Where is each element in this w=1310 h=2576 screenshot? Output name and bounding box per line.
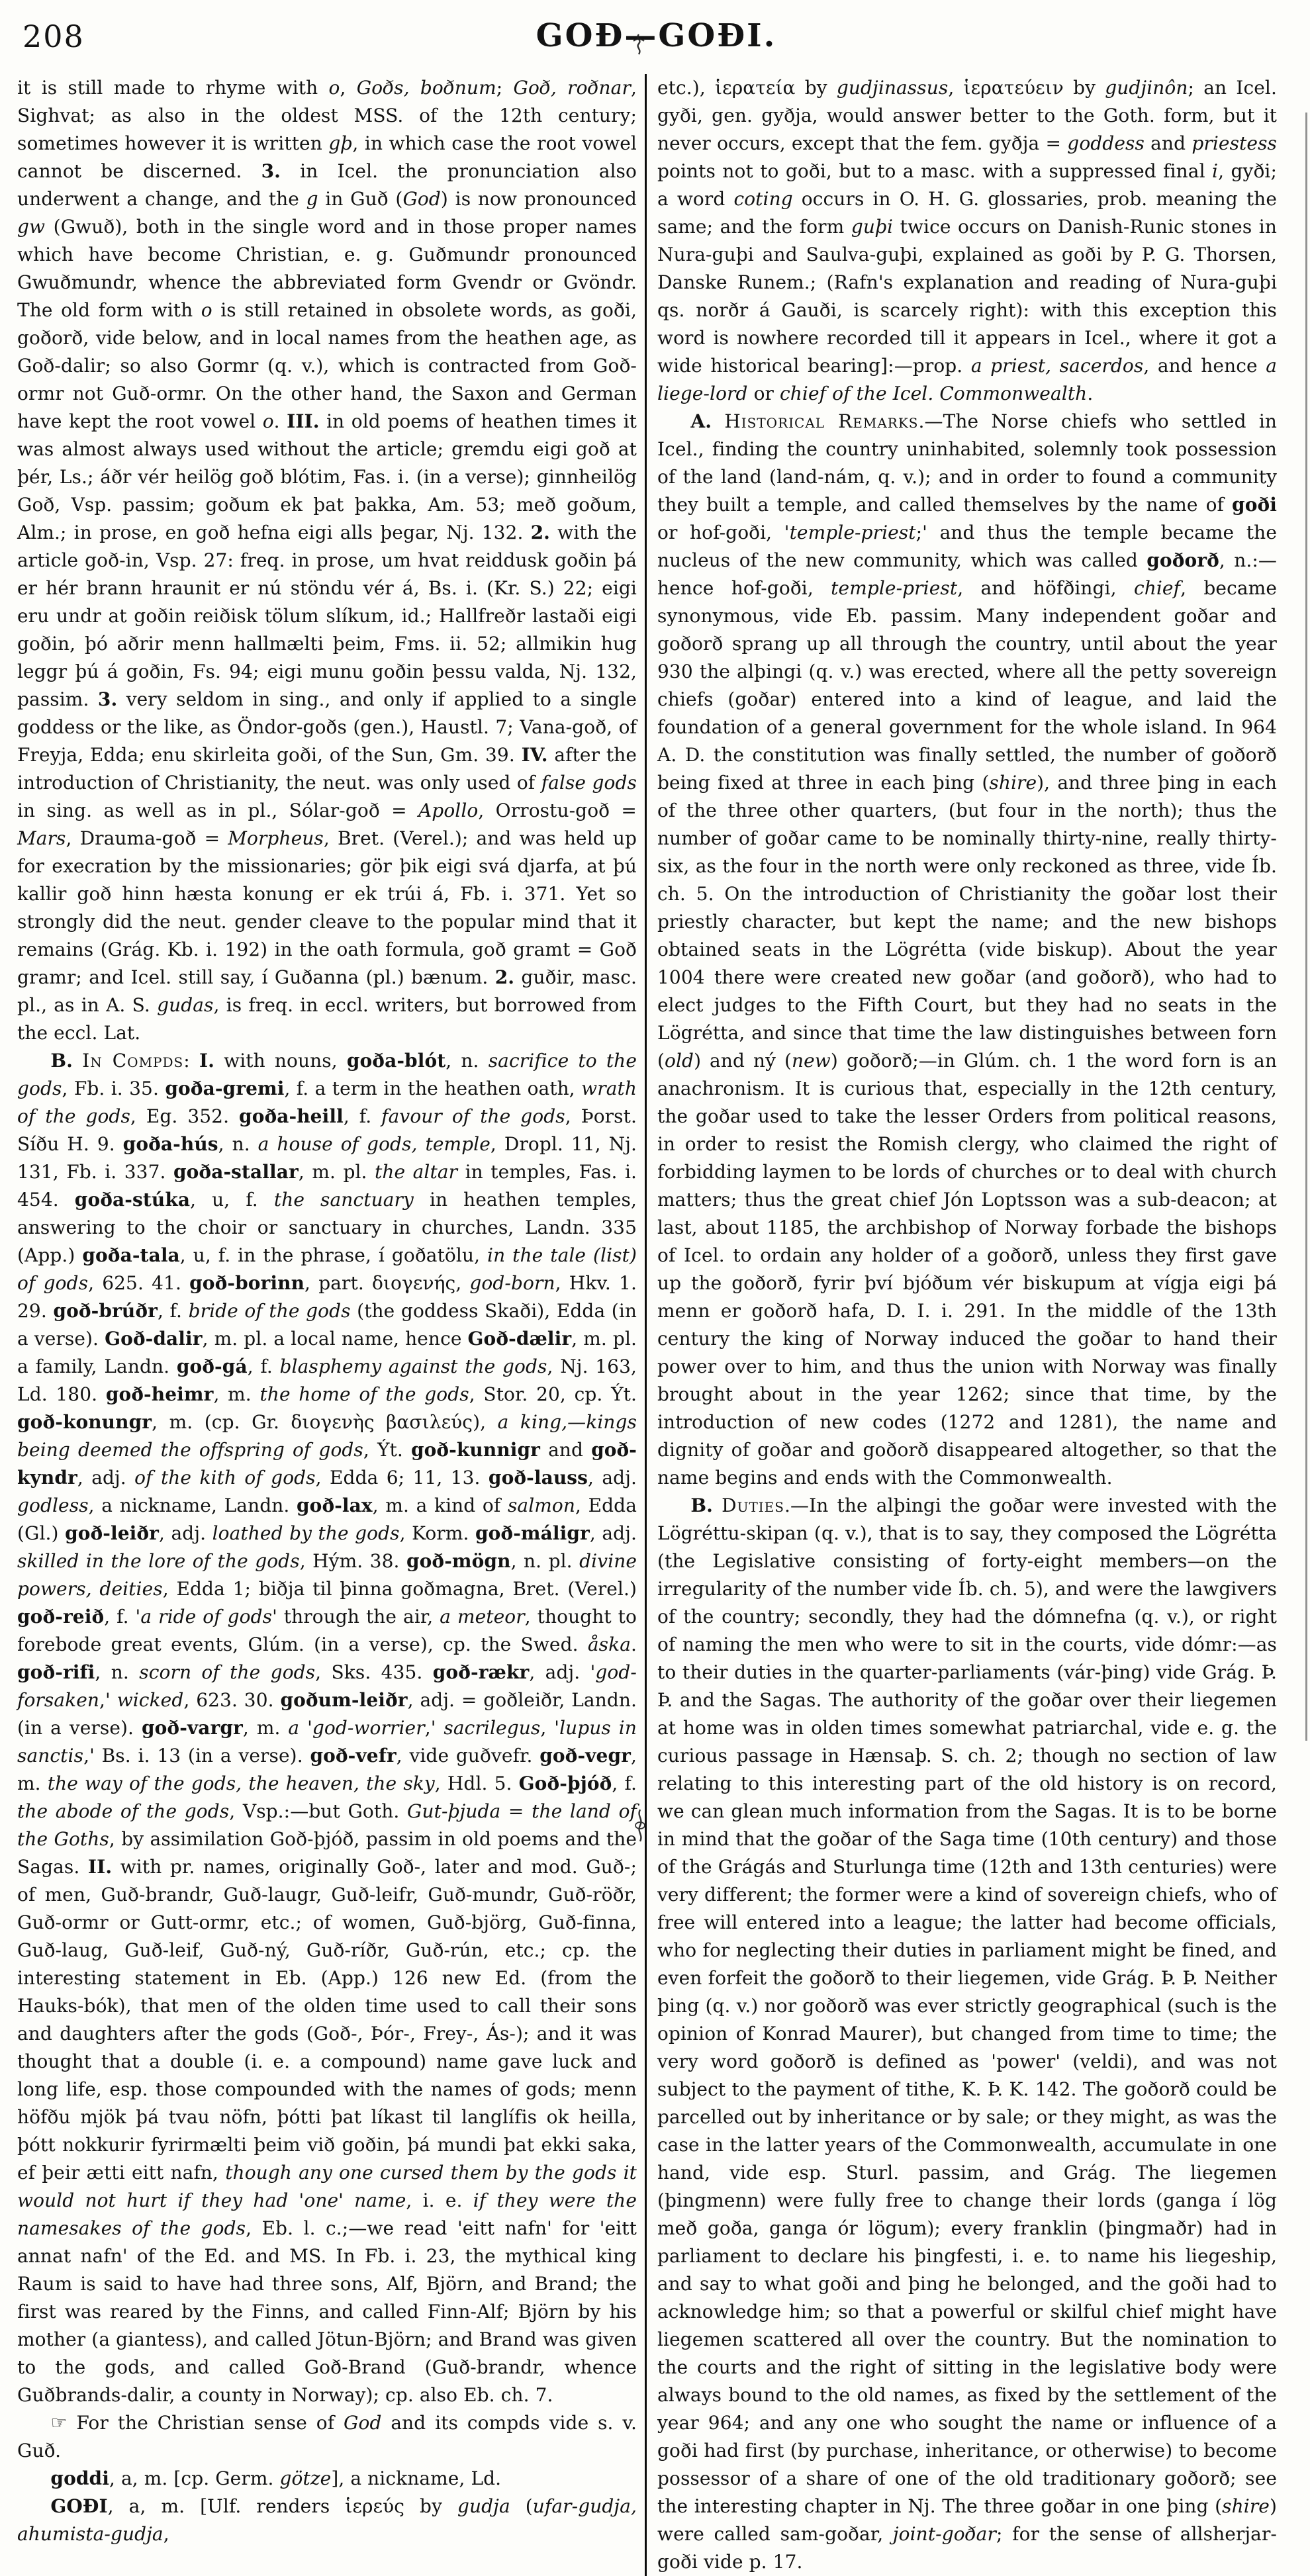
paragraph: ☞ For the Christian sense of God and its compds vide s. v. Guð. — [17, 2412, 637, 2461]
paragraph: goddi, a, m. [cp. Germ. götze], a nickname, Ld. — [50, 2467, 502, 2489]
handwritten-mark-bottom-icon — [630, 1808, 650, 1845]
paragraph: B. Duties.—In the alþingi the goðar were invested with the Lögréttu-skipan (q. v.), that is to say, they composed the Lögrétta (the Legislative consisting of forty-eight members—on the irregularity of the number vide Íb. ch. 5), and were the lawgivers of the country; secondly, they had the dómnefna (q. v.), or right of naming the men who were to sit in the courts, vide dómr:—as to their duties in the quarter-parliaments (vár-þing) vide Grág. Þ. Þ. and the Sagas. The authority of the goðar over their liegemen at home was in olden times somewhat patriarchal, vide e. g. the curious passage in Hænsaþ. S. ch. 2; though no section of law relating to this interesting part of the old history is on record, we can glean much information from the Sagas. It is to be borne in mind that the goðar of the Saga time (10th century) and those of the Grágás and Sturlunga time (12th and 13th centuries) were very different; the former were a kind of sovereign chiefs, who of free will entered into a league; the latter had become officials, who for neglecting their duties in parliament might be fined, and even forfeit the goðorð to their liegemen, vide Grág. Þ. Þ. Neither þing (q. v.) nor goðorð was ever strictly geographical (such is the opinion of Konrad Maurer), but changed from time to time; the very word goðorð is defined as 'power' (veldi), and was not subject to the payment of tithe, K. Þ. K. 142. The goðorð could be parcelled out by inheritance or by sale; or they might, as was the case in the latter years of the Commonwealth, accumulate in one hand, vide esp. Sturl. passim, and Grág. The liegemen (þingmenn) were fully free to change their lords (ganga í lög með goða, ganga ór lögum); every franklin (þingmaðr) had in parliament to declare his þingfesti, i. e. to name his liegeship, and say to what goði and þing he belonged, and the goði had to acknowledge him; so that a powerful or skilful chief might have liegemen scattered all over the country. But the nomination to the courts and the right of sitting in the legislative body were always bound to the old names, as fixed by the settlement of the year 964; and any one who sought the name or influence of a goði had first (by purchase, inheritance, or otherwise) to become possessor of a share of one of the old traditionary goðorð; see the interesting chapter in Nj. The three goðar in one þing (shire) were called sam-goðar, joint-goðar; for the sense of allsherjar-goði vide p. 17. — [657, 1495, 1277, 2573]
page-header — [17, 17, 1295, 68]
paragraph: GOÐI, a, m. [Ulf. renders ἱερεύς by gudja (ufar-gudja, ahumista-gudja, — [17, 2495, 637, 2545]
paragraph: B. In Compds: I. with nouns, goða-blót, n. sacrifice to the gods, Fb. i. 35. goða-gremi, f. a term in the heathen oath, wrath of the gods, Eg. 352. goða-heill, f. favour of the gods, Þorst. Síðu H. 9. goða-hús, n. a house of gods, temple, Dropl. 11, Nj. 131, Fb. i. 337. goða-stallar, m. pl. the altar in temples, Fas. i. 454. goða-stúka, u, f. the sanctuary in heathen temples, answering to the choir or sanctuary in churches, Landn. 335 (App.) goða-tala, u, f. in the phrase, í goðatölu, in the tale (list) of gods, 625. 41. goð-borinn, part. διογενής, god-born, Hkv. 1. 29. goð-brúðr, f. bride of the gods (the goddess Skaði), Edda (in a verse). Goð-dalir, m. pl. a local name, hence Goð-dælir, m. pl. a family, Landn. goð-gá, f. blasphemy against the gods, Nj. 163, Ld. 180. goð-heimr, m. the home of the gods, Stor. 20, cp. Ýt. goð-konungr, m. (cp. Gr. διογενὴς βασιλεύς), a king,—kings being deemed the offspring of gods, Ýt. goð-kunnigr and goð-kyndr, adj. of the kith of gods, Edda 6; 11, 13. goð-lauss, adj. godless, a nickname, Landn. goð-lax, m. a kind of salmon, Edda (Gl.) goð-leiðr, adj. loathed by the gods, Korm. goð-máligr, adj. skilled in the lore of the gods, Hým. 38. goð-mögn, n. pl. divine powers, deities, Edda 1; biðja til þinna goðmagna, Bret. (Verel.) goð-reið, f. 'a ride of gods' through the air, a meteor, thought to forebode great events, Glúm. (in a verse), cp. the Swed. åska. goð-rifi, n. scorn of the gods, Sks. 435. goð-rækr, adj. 'god-forsaken,' wicked, 623. 30. goðum-leiðr, adj. = goðleiðr, Landn. (in a verse). goð-vargr, m. a 'god-worrier,' sacrilegus, 'lupus in sanctis,' Bs. i. 13 (in a verse). goð-vefr, vide guðvefr. goð-vegr, m. the way of the gods, the heaven, the sky, Hdl. 5. Goð-þjóð, f. the abode of the gods, Vsp.:—but Goth. Gut-þjuda = the land of the Goths, by assimilation Goð-þjóð, passim in old poems and the Sagas. II. with pr. names, originally Goð-, later and mod. Guð-; of men, Guð-brandr, Guð-laugr, Guð-leifr, Guð-mundr, Guð-röðr, Guð-ormr or Gutt-ormr, etc.; of women, Guð-björg, Guð-finna, Guð-laug, Guð-leif, Guð-ný, Guð-ríðr, Guð-rún, etc.; cp. the interesting statement in Eb. (App.) 126 new Ed. (from the Hauks-bók), that men of the olden time used to call their sons and daughters after the gods (Goð-, Þór-, Frey-, Ás-); and it was thought that a double (i. e. a compound) name gave luck and long life, esp. those compounded with the names of gods; menn höfðu mjök þá tvau nöfn, þótti þat líkast til langlífis ok heilla, þótt nokkurir fyrirmælti þeim við goðin, þá mundi þat ekki saka, ef þeir ætti eitt nafn, though any one cursed them by the gods it would not hurt if they had 'one' name, i. e. if they were the namesakes of the gods, Eb. l. c.;—we read 'eitt nafn' for 'eitt annat nafn' of the Ed. and MS. In Fb. i. 23, the mythical king Raum is said to have had three sons, Alf, Björn, and Brand; the first was reared by the Finns, and called Finn-Alf; Björn by his mother (a giantess), and called Jötun-Björn; and Brand was given to the gods, and called Goð-Brand (Guð-brandr, whence Guðbrands-dalir, a county in Norway); cp. also Eb. ch. 7. — [17, 1050, 637, 2406]
column-left — [17, 74, 643, 2548]
paragraph: etc.), ἱερατεία by gudjinassus, ἱερατεύειν by gudjinôn; an Icel. gyði, gen. gyðja, would answer better to the Goth. form, but it never occurs, except that the fem. gyðja = goddess and priestess points not to goði, but to a masc. with a suppressed final i, gyði; a word coting occurs in O. H. G. glossaries, prob. meaning the same; and the form guþi twice occurs on Danish-Runic stones in Nura-guþi and Saulva-guþi, explained as goði by P. G. Thorsen, Danske Runem.; (Rafn's explanation and reading of Nura-guþi qs. norðr á Gauði, is scarcely right): with this exception this word is nowhere recorded till it appears in Icel., where it got a wide historical bearing]:—prop. a priest, sacerdos, and hence a liege-lord or chief of the Icel. Commonwealth. — [657, 77, 1278, 404]
column-right — [648, 74, 1277, 2576]
handwritten-mark-top-icon — [628, 32, 650, 64]
paragraph: A. Historical Remarks.—The Norse chiefs who settled in Icel., finding the country uninhabited, solemnly took possession of the land (land-nám, q. v.); and in order to found a community they built a temple, and called themselves by the name of goði or hof-goði, 'temple-priest;' and thus the temple became the nucleus of the new community, which was called goðorð, n.:—hence hof-goði, temple-priest, and höfðingi, chief, became synonymous, vide Eb. passim. Many independent goðar and goðorð sprang up all through the country, until about the year 930 the alþingi (q. v.) was erected, where all the petty sovereign chiefs (goðar) entered into a kind of league, and laid the foundation of a general government for the whole island. In 964 A. D. the constitution was finally settled, the number of goðorð being fixed at three in each þing (shire), and three þing in each of the three other quarters, (but four in the north); thus the number of goðar came to be nominally thirty-nine, really thirty-six, as the four in the north were only reckoned as three, vide Íb. ch. 5. On the introduction of Christianity the goðar lost their priestly character, but kept the name; and the new bishops obtained seats in the Lögrétta (vide biskup). About the year 1004 there were created new goðar (and goðorð), who had to elect judges to the Fifth Court, but they had no seats in the Lögrétta, and since that time the law distinguishes between forn (old) and ný (new) goðorð;—in Glúm. ch. 1 the word forn is an anachronism. It is curious that, especially in the 12th century, the goðar used to take the lesser Orders from political reasons, in order to resist the Romish clergy, who claimed the right of forbidding laymen to be lords of churches or to deal with church matters; thus the great chief Jón Loptsson was a sub-deacon; at last, about 1185, the archbishop of Norway forbade the bishops of Icel. to ordain any holder of a goðorð, unless they first gave up the goðorð, fyrir því bjóðum vér biskupum at vígja eigi þá menn er goðorð hafa, D. I. i. 291. In the middle of the 13th century the king of Norway induced the goðar to hand their power over to him, and thus the union with Norway was finally brought about in the year 1262; since that time, by the introduction of new codes (1272 and 1281), the name and dignity of goðar and goðorð disappeared altogether, so that the name begins and ends with the Commonwealth. — [657, 410, 1278, 1489]
text-columns — [17, 74, 1295, 2576]
running-head: GOÐ—GOÐI. — [536, 17, 777, 54]
scan-edge-line — [1305, 113, 1307, 1741]
paragraph: it is still made to rhyme with o, Goðs, boðnum; Goð, roðnar, Sighvat; as also in the oldest MSS. of the 12th century; sometimes however it is written gþ, in which case the root vowel cannot be discerned. 3. in Icel. the pronunciation also underwent a change, and the g in Guð (God) is now pronounced gw (Gwuð), both in the single word and in those proper names which have become Christian, e. g. Guðmundr pronounced Gwuðmundr, whence the abbreviated form Gvendr or Gvöndr. The old form with o is still retained in obsolete words, as goði, goðorð, vide below, and in local names from the heathen age, as Goð-dalir; so also Gormr (q. v.), which is contracted from Goð-ormr not Guð-ormr. On the other hand, the Saxon and German have kept the root vowel o. III. in old poems of heathen times it was almost always used without the article; gremdu eigi goð at þér, Ls.; áðr vér heilög goð blótim, Fas. i. (in a verse); ginnheilög Goð, Vsp. passim; goðum ek þat þakka, Am. 53; með goðum, Alm.; in prose, en goð hefna eigi alls þegar, Nj. 132. 2. with the article goð-in, Vsp. 27: freq. in prose, um hvat reiddusk goðin þá er hér brann hraunit er nú stöndu vér á, Bs. i. (Kr. S.) 22; eigi eru undr at goðin reiðisk tölum slíkum, id.; Hallfreðr lastaði eigi goðin, þó aðrir menn hallmælti þeim, Fms. ii. 52; allmikin hug leggr þú á goðin, Fs. 94; eigi munu goðin þessu valda, Nj. 132, passim. 3. very seldom in sing., and only if applied to a single goddess or the like, as Öndor-goðs (gen.), Haustl. 7; Vana-goð, of Freyja, Edda; enu skirleita goði, of the Sun, Gm. 39. IV. after the introduction of Christianity, the neut. was only used of false gods in sing. as well as in pl., Sólar-goð = Apollo, Orrostu-goð = Mars, Drauma-goð = Morpheus, Bret. (Verel.); and was held up for execration by the missionaries; gör þik eigi svá djarfa, at þú kallir goð hinn hæsta konung er ek trúi á, Fb. i. 371. Yet so strongly did the neut. gender cleave to the popular mind that it remains (Grág. Kb. i. 192) in the oath formula, goð gramt = Goð gramr; and Icel. still say, í Guðanna (pl.) bænum. 2. guðir, masc. pl., as in A. S. gudas, is freq. in eccl. writers, but borrowed from the eccl. Lat. — [17, 77, 637, 1044]
column-divider-rule — [645, 74, 647, 2576]
page-number: 208 — [23, 19, 85, 54]
